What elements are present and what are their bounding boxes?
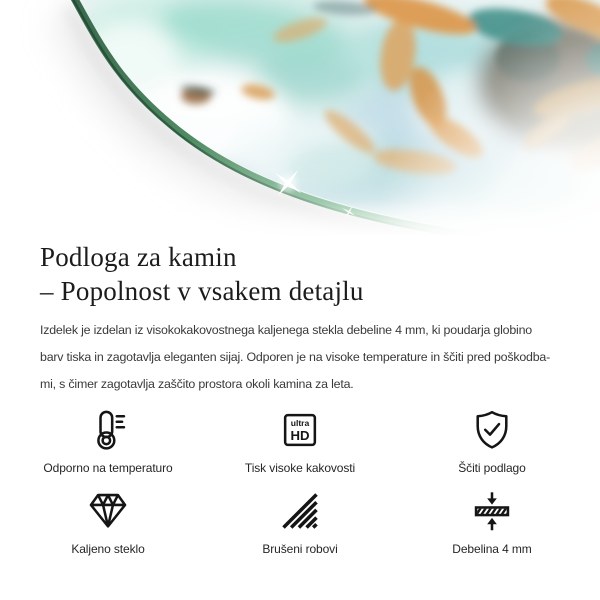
title-line-2: – Popolnost v vsakem detajlu bbox=[40, 276, 364, 306]
glass-disc-illustration bbox=[0, 0, 600, 235]
product-image bbox=[0, 0, 600, 235]
feature-print-quality bbox=[204, 408, 396, 476]
title-line-1: Podloga za kamin bbox=[40, 242, 237, 272]
feature-thickness bbox=[396, 489, 588, 557]
page-title bbox=[40, 240, 560, 308]
ultra-hd-icon bbox=[278, 408, 322, 452]
shield-check-icon bbox=[470, 408, 514, 452]
thermometer-icon bbox=[86, 408, 130, 452]
description-line: Izdelek je izdelan iz visokokakovostnega kaljenega stekla debeline 4 mm, ki poudarja globino bbox=[40, 323, 532, 337]
ultra-hd-badge-top: ultra bbox=[290, 418, 310, 429]
feature-brushed-edges bbox=[204, 489, 396, 557]
feature-label: Ščiti podlago bbox=[458, 461, 526, 475]
feature-label: Tisk visoke kakovosti bbox=[244, 461, 356, 475]
feature-label: Odporno na temperaturo bbox=[43, 461, 173, 475]
feature-protects-surface bbox=[396, 408, 588, 476]
feature-label: Kaljeno steklo bbox=[71, 542, 145, 556]
description-line: barv tiska in zagotavlja eleganten sijaj. Odporen je na visoke temperature in ščiti pred poškodba- bbox=[40, 350, 551, 364]
compressed-thickness-icon bbox=[470, 489, 514, 533]
feature-tempered-glass bbox=[12, 489, 204, 557]
diamond-icon bbox=[86, 489, 130, 533]
description-line: mi, s čimer zagotavlja zaščito prostora okoli kamina za leta. bbox=[40, 377, 354, 391]
product-description bbox=[40, 317, 570, 398]
features-grid bbox=[12, 408, 588, 557]
ultra-hd-badge-bottom: HD bbox=[290, 427, 310, 443]
brushed-edges-icon bbox=[278, 489, 322, 533]
feature-temperature-resistant bbox=[12, 408, 204, 476]
feature-label: Debelina 4 mm bbox=[452, 542, 532, 556]
feature-label: Brušeni robovi bbox=[262, 542, 338, 556]
